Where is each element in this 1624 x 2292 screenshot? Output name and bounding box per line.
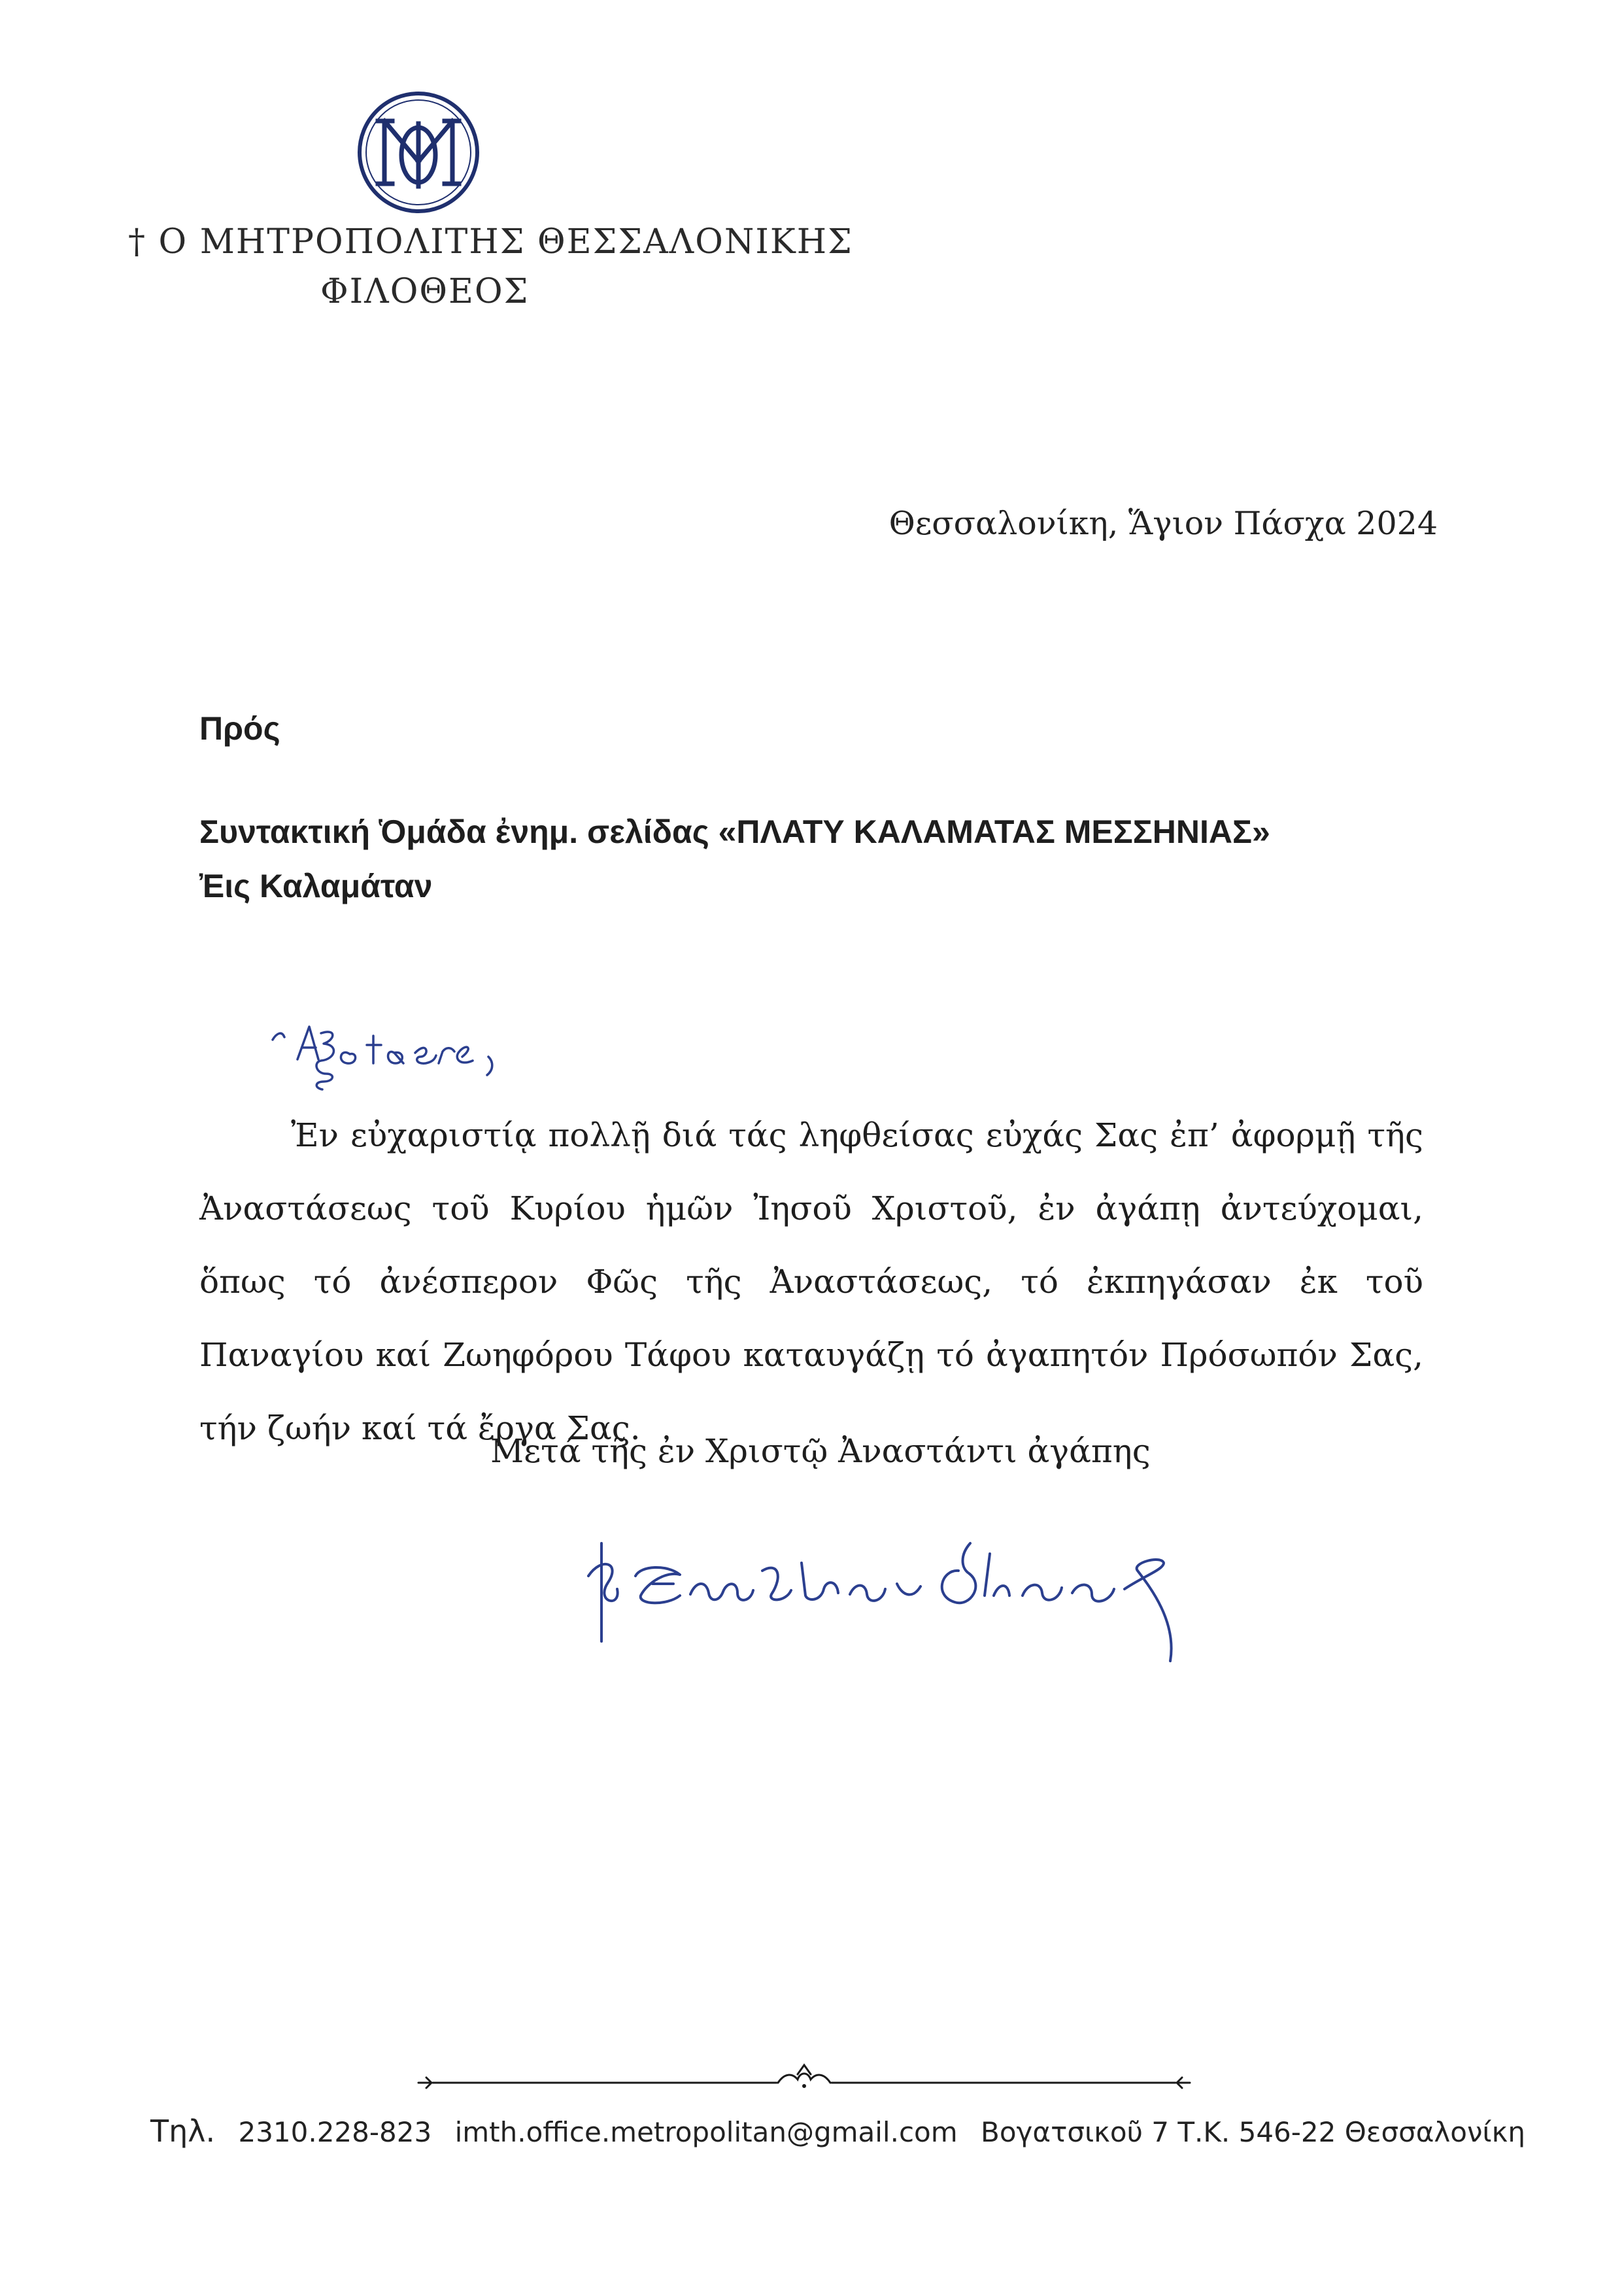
recipient-line-1: Συντακτική Ὁμάδα ἐνημ. σελίδας «ΠΛΑΤΥ ΚΑΛΑΜΑΤΑΣ ΜΕΣΣΗΝΙΑΣ» [199, 813, 1270, 850]
footer-contact-line [150, 2113, 1540, 2149]
letterhead-name: ΦΙΛΟΘΕΟΣ [320, 272, 530, 311]
handwritten-signature [575, 1497, 1203, 1694]
closing-line: Μετά τῆς ἐν Χριστῷ Ἀναστάντι ἀγάπης [490, 1432, 1151, 1470]
letterhead-title: † Ο ΜΗΤΡΟΠΟΛΙΤΗΣ ΘΕΣΣΑΛΟΝΙΚΗΣ [128, 222, 853, 262]
footer-address: Βογατσικοῦ 7 Τ.Κ. 546-22 Θεσσαλονίκη [981, 2116, 1526, 2148]
footer-ornament-divider [412, 2060, 1196, 2106]
date-line: Θεσσαλονίκη, Ἅγιον Πάσχα 2024 [888, 505, 1438, 542]
footer-email: imth.office.metropolitan@gmail.com [454, 2116, 958, 2148]
handwritten-salutation [258, 1014, 533, 1112]
footer-phone: 2310.228-823 [238, 2116, 432, 2148]
recipient-line-2: Ἐις Καλαμάταν [199, 868, 433, 904]
metropolis-monogram-logo [356, 90, 481, 215]
letter-body: Ἐν εὐχαριστίᾳ πολλῇ διά τάς ληφθείσας εὐχάς Σας ἐπ’ ἀφορμῇ τῆς Ἀναστάσεως τοῦ Κυρίου ἡμῶν Ἰησοῦ Χριστοῦ, ἐν ἀγάπῃ ἀντεύχομαι, ὅπως τό ἀνέσπερον Φῶς τῆς Ἀναστάσεως, τό ἐκπηγάσαν ἐκ τοῦ Παναγίου καί Ζωηφόρου Τάφου καταυγάζῃ τό ἀγαπητόν Πρόσωπόν Σας, τήν ζωήν καί τά ἔργα Σας. [199, 1116, 1423, 1447]
ornament-dot [802, 2084, 806, 2088]
recipient-label: Πρός [199, 710, 280, 747]
footer-phone-label: Τηλ. [150, 2113, 216, 2149]
